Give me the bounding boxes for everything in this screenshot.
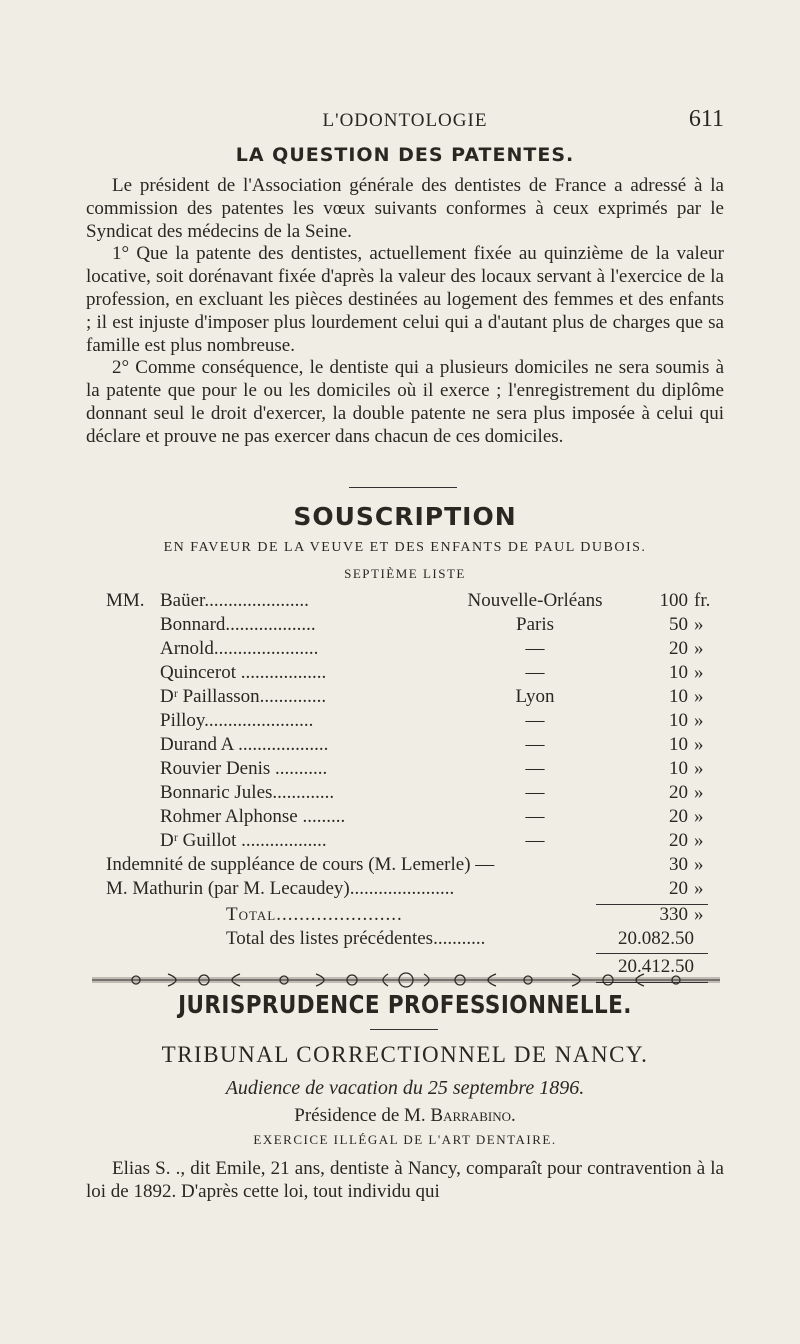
entry-unit: » <box>694 662 704 683</box>
paragraph: Elias S. ., dit Emile, 21 ans, dentiste à Nancy, comparaît pour contravention à la loi de 1892. D'après cette loi, tout individu qui <box>86 1158 724 1202</box>
list-item <box>86 734 724 758</box>
presidence <box>86 1105 724 1127</box>
grand-total-amount: 20.412.50 <box>618 956 694 977</box>
section-body-patentes <box>86 175 724 449</box>
list-item <box>86 614 724 638</box>
entry-city: — <box>525 782 545 803</box>
list-item <box>86 854 724 878</box>
list-item <box>86 710 724 734</box>
entry-unit: » <box>694 614 704 635</box>
souscription-subtitle: EN FAVEUR DE LA VEUVE ET DES ENFANTS DE PAUL DUBOIS. <box>163 540 647 555</box>
list-title: SEPTIÈME LISTE <box>344 566 466 581</box>
entry-name: Arnold...................... <box>160 638 319 659</box>
entry-unit: » <box>694 686 704 707</box>
entry-name: Quincerot .................. <box>160 662 327 683</box>
entry-city: Paris <box>516 614 554 635</box>
totals <box>86 904 724 952</box>
entry-amount: 20 <box>669 830 688 851</box>
entry-amount: 20 <box>669 638 688 659</box>
total-unit: » <box>694 904 704 925</box>
entry-city: — <box>525 638 545 659</box>
running-title: L'ODONTOLOGIE <box>322 110 488 131</box>
entry-name: Bonnard................... <box>160 614 316 635</box>
entry-amount: 20 <box>669 878 688 899</box>
total-label: Total...................... <box>226 904 403 925</box>
previous-label: Total des listes précédentes........... <box>226 928 486 949</box>
total-row <box>86 904 724 928</box>
entry-unit: » <box>694 854 704 875</box>
divider-rule <box>370 1029 438 1030</box>
entry-unit: » <box>694 710 704 731</box>
entry-unit: » <box>694 734 704 755</box>
entry-amount: 20 <box>669 782 688 803</box>
entry-name: Dʳ Paillasson.............. <box>160 686 327 707</box>
entry-unit: » <box>694 638 704 659</box>
list-item <box>86 758 724 782</box>
entry-amount: 10 <box>669 710 688 731</box>
entry-unit: » <box>694 782 704 803</box>
subheading-exercice: EXERCICE ILLÉGAL DE L'ART DENTAIRE. <box>253 1132 557 1147</box>
entry-amount: 100 <box>659 590 688 611</box>
section-title-patentes: LA QUESTION DES PATENTES. <box>235 144 575 166</box>
section-title-jurisprudence: JURISPRUDENCE PROFESSIONNELLE. <box>178 990 632 1019</box>
list-item <box>86 662 724 686</box>
entry-amount: 20 <box>669 806 688 827</box>
entry-amount: 10 <box>669 758 688 779</box>
entry-name: Baüer...................... <box>160 590 309 611</box>
list-item <box>86 686 724 710</box>
entry-city: — <box>525 758 545 779</box>
list-item <box>86 782 724 806</box>
entry-city: Nouvelle-Orléans <box>467 590 603 611</box>
entry-name: Dʳ Guillot .................. <box>160 830 327 851</box>
entry-name: Rohmer Alphonse ......... <box>160 806 346 827</box>
entry-city: — <box>525 710 545 731</box>
presidence-name: Barrabino. <box>430 1105 516 1126</box>
entry-text: M. Mathurin (par M. Lecaudey)...................... <box>106 878 455 899</box>
divider-rule <box>349 487 457 488</box>
souscription-title: SOUSCRIPTION <box>293 502 517 531</box>
entry-name: Pilloy....................... <box>160 710 314 731</box>
entry-name: Durand A ................... <box>160 734 329 755</box>
entry-amount: 10 <box>669 662 688 683</box>
entry-city: — <box>525 662 545 683</box>
audience-date: Audience de vacation du 25 septembre 1896. <box>225 1077 585 1099</box>
tribunal-heading: TRIBUNAL CORRECTIONNEL DE NANCY. <box>161 1042 649 1067</box>
presidence-prefix: Présidence de M. <box>294 1105 426 1126</box>
entry-city: — <box>525 806 545 827</box>
paragraph: 1° Que la patente des dentistes, actuellement fixée au quinzième de la valeur locative, soit dorénavant fixée d'après la valeur des locaux servant à l'exercice de la profession, en excluant les pièces destinées au logement des femmes et des enfants ; il est injuste d'imposer plus lourdement celui qui a d'autant plus de charges que sa famille est plus nombreuse. <box>86 243 724 356</box>
entry-city: — <box>525 734 545 755</box>
entry-city: — <box>525 830 545 851</box>
entry-unit: » <box>694 758 704 779</box>
entry-prefix: MM. <box>106 590 145 611</box>
entry-unit: » <box>694 878 704 899</box>
previous-amount: 20.082.50 <box>618 928 694 949</box>
section-body-jurisprudence <box>86 1158 724 1204</box>
page-number: 611 <box>688 106 724 132</box>
list-item <box>86 638 724 662</box>
entry-name: Bonnaric Jules............. <box>160 782 335 803</box>
entry-unit: » <box>694 830 704 851</box>
entry-text: Indemnité de suppléance de cours (M. Lemerle) — <box>106 854 495 875</box>
paragraph: 2° Comme conséquence, le dentiste qui a plusieurs domiciles ne sera soumis à la patente que pour le ou les domiciles où il exerce ; l'enregistrement du diplôme donnant seul le droit d'exercer, la double patente ne sera plus imposée à celui qui déclare et prouve ne pas exercer dans chacun de ces domiciles. <box>86 357 724 447</box>
running-head <box>86 106 724 136</box>
entry-amount: 50 <box>669 614 688 635</box>
sum-rule <box>596 953 708 954</box>
entry-unit: » <box>694 806 704 827</box>
total-amount: 330 <box>659 904 688 925</box>
entry-unit: fr. <box>694 590 711 611</box>
paragraph: Le président de l'Association générale des dentistes de France a adressé à la commission des patentes les vœux suivants conformes à ceux exprimés par le Syndicat des médecins de la Seine. <box>86 175 724 242</box>
entry-name: Rouvier Denis ........... <box>160 758 328 779</box>
entry-amount: 30 <box>669 854 688 875</box>
list-item <box>86 830 724 854</box>
list-item <box>86 590 724 614</box>
list-item <box>86 806 724 830</box>
list-item <box>86 878 724 902</box>
ornament-divider <box>88 968 724 992</box>
entry-amount: 10 <box>669 686 688 707</box>
previous-total-row <box>86 928 724 952</box>
subscription-list <box>86 590 724 902</box>
entry-city: Lyon <box>515 686 555 707</box>
entry-amount: 10 <box>669 734 688 755</box>
